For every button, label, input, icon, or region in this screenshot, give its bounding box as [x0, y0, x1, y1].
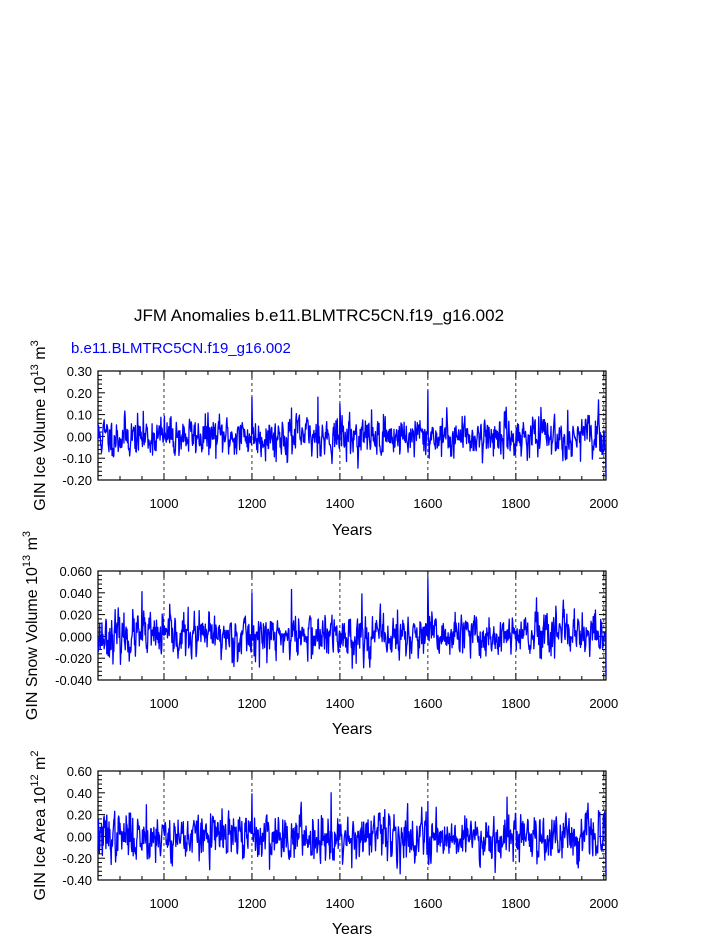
x-tick-label: 1800 [501, 696, 531, 711]
y-tick-label: 0.40 [66, 785, 92, 801]
y-tick-label: 0.60 [66, 764, 92, 779]
y-tick-label: -0.40 [62, 873, 92, 888]
x-tick-label: 1000 [149, 496, 179, 511]
x-tick-label: 2000 [589, 696, 619, 711]
x-tick-label: 2000 [589, 496, 619, 511]
y-tick-label: -0.020 [55, 651, 92, 667]
y-tick-label: -0.20 [62, 473, 92, 488]
x-tick-label: 1000 [149, 696, 179, 711]
y-tick-label: 0.020 [59, 607, 92, 623]
chart-panels [21, 340, 618, 935]
x-axis-label: Years [331, 721, 373, 738]
y-tick-label: -0.20 [62, 851, 92, 867]
y-axis-label: GIN Ice Volume $10^{13}$ $m^3$ [29, 340, 49, 511]
chart-subtitle: b.e11.BLMTRC5CN.f19_g16.002 [71, 340, 291, 357]
x-tick-label: 1400 [325, 696, 355, 711]
panel-2 [21, 531, 618, 738]
x-tick-label: 1600 [413, 896, 443, 911]
series-line [98, 391, 606, 478]
y-tick-label: 0.30 [66, 364, 92, 379]
x-tick-label: 1800 [501, 496, 531, 511]
panel-3 [29, 751, 618, 935]
x-tick-label: 1000 [149, 896, 179, 911]
y-tick-label: 0.10 [66, 407, 92, 423]
x-tick-label: 1800 [501, 896, 531, 911]
y-tick-label: 0.00 [66, 829, 92, 845]
panel-1 [29, 340, 618, 539]
x-tick-label: 1200 [237, 696, 267, 711]
y-tick-label: 0.20 [66, 807, 92, 823]
x-tick-label: 1200 [237, 496, 267, 511]
y-tick-label: 0.00 [66, 429, 92, 445]
plot-frame [98, 371, 606, 480]
y-tick-label: 0.000 [59, 629, 92, 645]
y-tick-label: 0.20 [66, 385, 92, 401]
x-tick-label: 1600 [413, 496, 443, 511]
x-tick-label: 2000 [589, 896, 619, 911]
y-tick-label: -0.10 [62, 451, 92, 467]
x-tick-label: 1200 [237, 896, 267, 911]
x-tick-label: 1400 [325, 496, 355, 511]
x-tick-label: 1600 [413, 696, 443, 711]
series-line [98, 579, 606, 676]
y-tick-label: -0.040 [55, 673, 92, 688]
chart-title: JFM Anomalies b.e11.BLMTRC5CN.f19_g16.002 [133, 306, 505, 325]
y-tick-label: 0.040 [59, 585, 92, 601]
x-axis-label: Years [331, 522, 373, 539]
y-tick-label: 0.060 [59, 564, 92, 579]
y-axis-label: GIN Ice Area $10^{12}$ $m^2$ [29, 750, 49, 901]
y-axis-label: GIN Snow Volume $10^{13}$ $m^3$ [21, 530, 41, 721]
x-axis-label: Years [331, 921, 373, 935]
series-line [98, 793, 606, 876]
x-tick-label: 1400 [325, 896, 355, 911]
